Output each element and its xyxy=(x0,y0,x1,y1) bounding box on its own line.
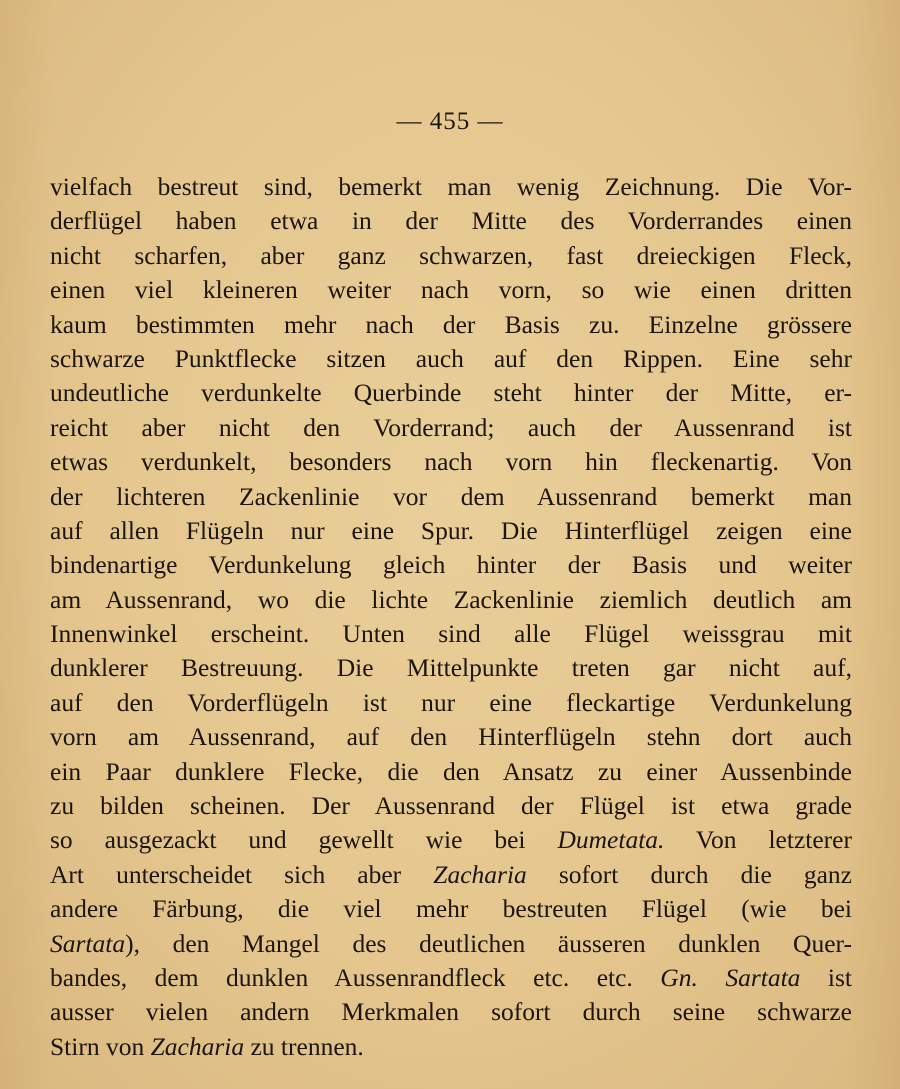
text-line xyxy=(50,755,852,789)
text-line xyxy=(50,617,852,651)
text-segment: bindenartige Verdunkelung gleich hinter der Basis und weiter xyxy=(50,550,852,580)
text-segment: zu bilden scheinen. Der Aussenrand der Flügel ist etwa grade xyxy=(50,791,852,821)
italic-text: Zacharia xyxy=(150,1031,245,1061)
text-line xyxy=(50,445,852,479)
text-segment: dunklerer Bestreuung. Die Mittelpunkte treten gar nicht auf, xyxy=(50,653,852,683)
text-segment: bandes, dem dunklen Aussenrandfleck etc. etc. xyxy=(50,962,661,992)
text-segment: etwas verdunkelt, besonders nach vorn hin fleckenartig. Von xyxy=(50,447,852,477)
text-line xyxy=(50,995,852,1029)
text-line xyxy=(50,308,852,342)
text-line xyxy=(50,239,852,273)
text-segment: der lichteren Zackenlinie vor dem Aussenrand bemerkt man xyxy=(50,481,852,511)
text-segment: zu trennen. xyxy=(244,1031,364,1061)
text-line xyxy=(50,548,852,582)
text-segment: ausser vielen andern Merkmalen sofort durch seine schwarze xyxy=(50,997,852,1027)
text-line xyxy=(50,720,852,754)
page-number: — 455 — xyxy=(396,108,504,135)
text-segment: undeutliche verdunkelte Querbinde steht hinter der Mitte, er- xyxy=(50,378,852,408)
text-line xyxy=(50,858,852,892)
text-segment: ein Paar dunklere Flecke, die den Ansatz zu einer Aussenbinde xyxy=(50,756,852,786)
text-line xyxy=(50,342,852,376)
text-segment: andere Färbung, die viel mehr bestreuten Flügel (wie bei xyxy=(50,894,852,924)
text-segment: nicht scharfen, aber ganz schwarzen, fast dreieckigen Fleck, xyxy=(50,240,852,270)
italic-text: Sartata xyxy=(50,928,126,958)
text-segment: Stirn von xyxy=(50,1031,151,1061)
text-line xyxy=(50,583,852,617)
text-line xyxy=(50,686,852,720)
text-segment: ist xyxy=(800,962,852,992)
text-segment: am Aussenrand, wo die lichte Zackenlinie ziemlich deutlich am xyxy=(50,584,852,614)
text-segment: kaum bestimmten mehr nach der Basis zu. Einzelne grössere xyxy=(50,309,852,339)
text-line xyxy=(50,480,852,514)
body-text xyxy=(50,170,852,1064)
text-segment: einen viel kleineren weiter nach vorn, so wie einen dritten xyxy=(50,275,852,305)
text-segment: derflügel haben etwa in der Mitte des Vorderrandes einen xyxy=(50,206,852,236)
text-line xyxy=(50,927,852,961)
italic-text: Gn. Sartata xyxy=(660,962,801,992)
text-line xyxy=(50,789,852,823)
text-segment: ), den Mangel des deutlichen äusseren dunklen Quer- xyxy=(125,928,852,958)
text-segment: reicht aber nicht den Vorderrand; auch der Aussenrand ist xyxy=(50,412,852,442)
text-segment: vielfach bestreut sind, bemerkt man wenig Zeichnung. Die Vor- xyxy=(50,172,852,201)
italic-text: Zacharia xyxy=(433,859,527,889)
text-segment: auf den Vorderflügeln ist nur eine fleckartige Verdunkelung xyxy=(50,687,852,717)
text-line xyxy=(50,273,852,307)
text-segment: so ausgezackt und gewellt wie bei xyxy=(50,825,558,855)
text-line xyxy=(50,170,852,204)
text-line xyxy=(50,514,852,548)
text-segment: vorn am Aussenrand, auf den Hinterflügeln stehn dort auch xyxy=(50,722,852,752)
text-segment: Von letzterer xyxy=(664,825,852,855)
text-segment: sofort durch die ganz xyxy=(526,859,852,889)
text-line xyxy=(50,1030,852,1064)
text-line xyxy=(50,651,852,685)
text-line xyxy=(50,823,852,857)
text-line xyxy=(50,411,852,445)
text-segment: Art unterscheidet sich aber xyxy=(50,859,434,889)
text-segment: auf allen Flügeln nur eine Spur. Die Hinterflügel zeigen eine xyxy=(50,515,852,545)
italic-text: Dumetata. xyxy=(557,825,665,855)
text-segment: schwarze Punktflecke sitzen auch auf den Rippen. Eine sehr xyxy=(50,343,852,373)
text-line xyxy=(50,961,852,995)
text-line xyxy=(50,892,852,926)
text-segment: Innenwinkel erscheint. Unten sind alle Flügel weissgrau mit xyxy=(50,619,852,649)
text-line xyxy=(50,204,852,238)
text-line xyxy=(50,376,852,410)
